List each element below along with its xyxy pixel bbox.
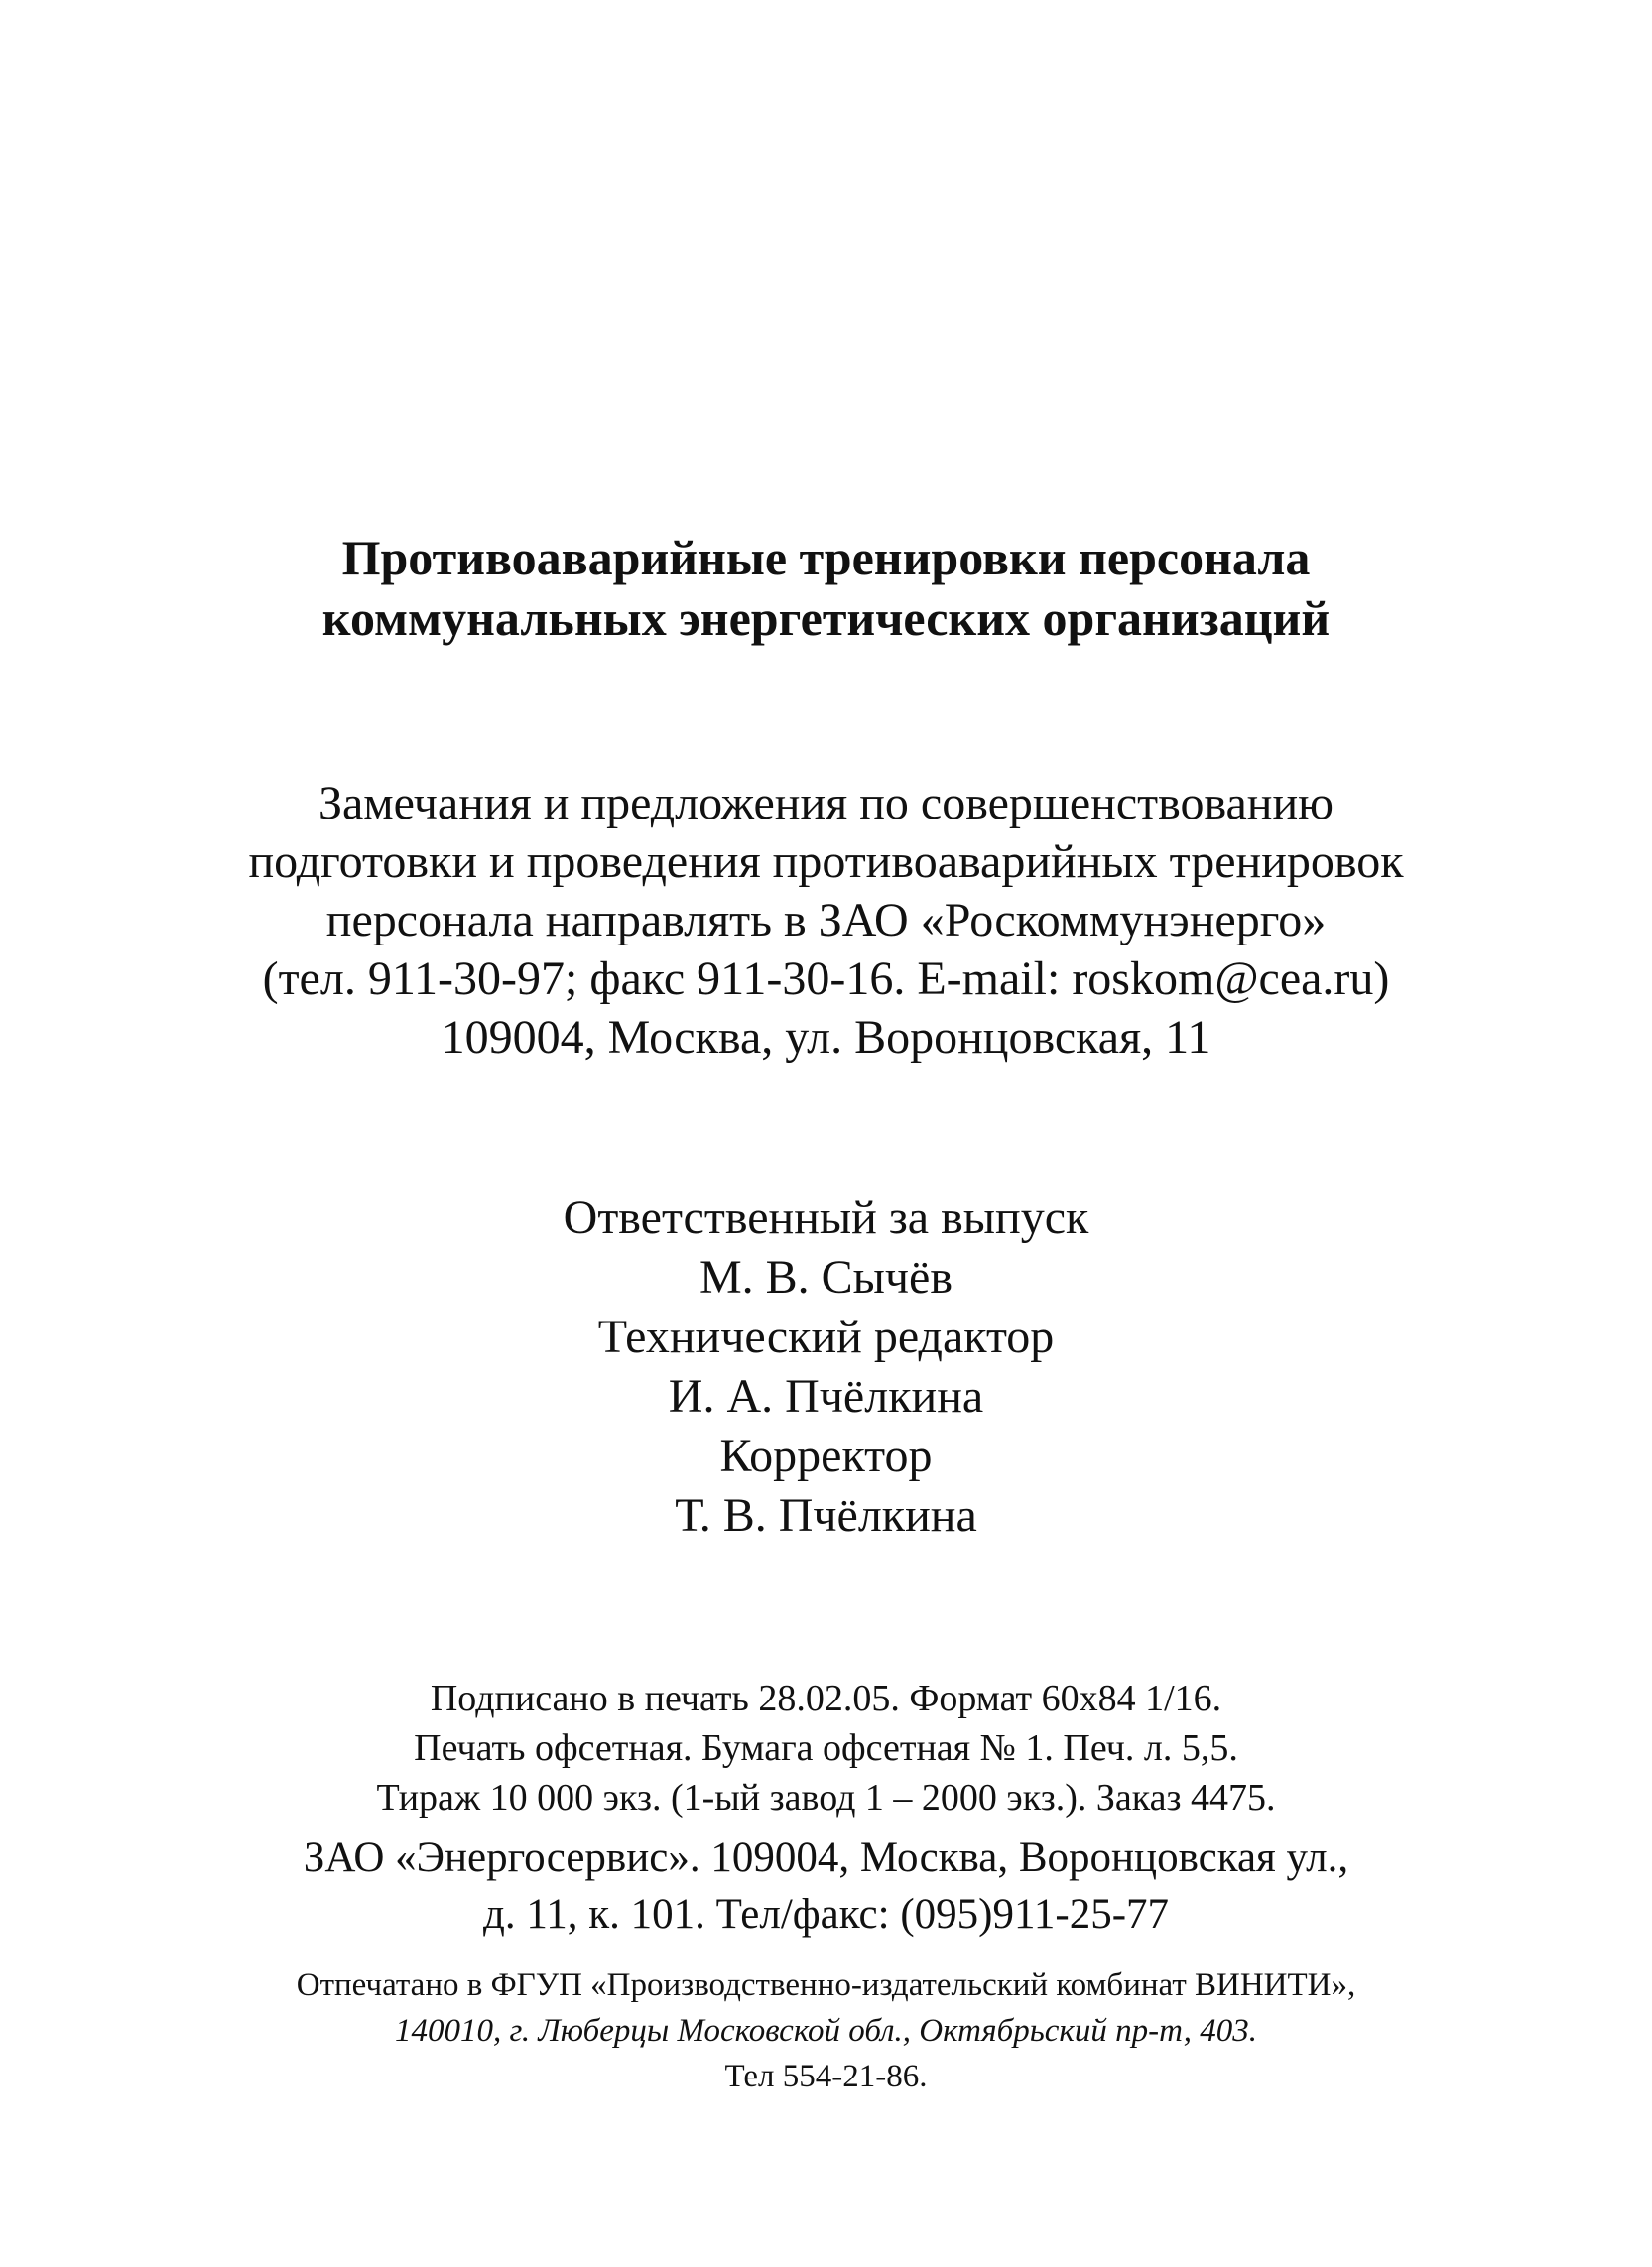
notice-address: 109004, Москва, ул. Воронцовская, 11 (441, 1011, 1211, 1064)
imprint-line-3: Тираж 10 000 экз. (1-ый завод 1 – 2000 экз.). Заказ 4475. (376, 1777, 1276, 1819)
title-line-1: Противоаварийные тренировки персонала (341, 530, 1311, 585)
release-role: Ответственный за выпуск (563, 1192, 1089, 1244)
imprint-line-2: Печать офсетная. Бумага офсетная № 1. Печ. л. 5,5. (414, 1727, 1238, 1769)
imprint-line-1: Подписано в печать 28.02.05. Формат 60х84 1/16. (430, 1678, 1222, 1719)
printer-line-1: Отпечатано в ФГУП «Производственно-издательский комбинат ВИНИТИ», (296, 1967, 1356, 2003)
notice-line-1: Замечания и предложения по совершенствованию (318, 777, 1334, 829)
notice-line-2: подготовки и проведения противоаварийных тренировок (248, 835, 1404, 888)
printer-line-2: 140010, г. Люберцы Московской обл., Октябрьский пр-т, 403. (394, 2013, 1257, 2049)
notice-line-4: (тел. 911-30-97; факс 911-30-16. E-mail: roskom@cea.ru) (262, 952, 1390, 1005)
editor-name: И. А. Пчёлкина (668, 1370, 984, 1423)
corrector-name: Т. В. Пчёлкина (675, 1489, 977, 1542)
corrector-role: Корректор (719, 1430, 933, 1482)
notice-line-3: персонала направлять в ЗАО «Роскоммунэнерго» (325, 894, 1327, 946)
printer-line-3: Тел 554-21-86. (724, 2059, 928, 2094)
publisher-line-1: ЗАО «Энергосервис». 109004, Москва, Воронцовская ул., (303, 1834, 1349, 1881)
title-line-2: коммунальных энергетических организаций (321, 590, 1331, 646)
release-name: М. В. Сычёв (699, 1251, 953, 1304)
publisher-line-2: д. 11, к. 101. Тел/факс: (095)911-25-77 (482, 1891, 1170, 1938)
editor-role: Технический редактор (597, 1311, 1055, 1363)
